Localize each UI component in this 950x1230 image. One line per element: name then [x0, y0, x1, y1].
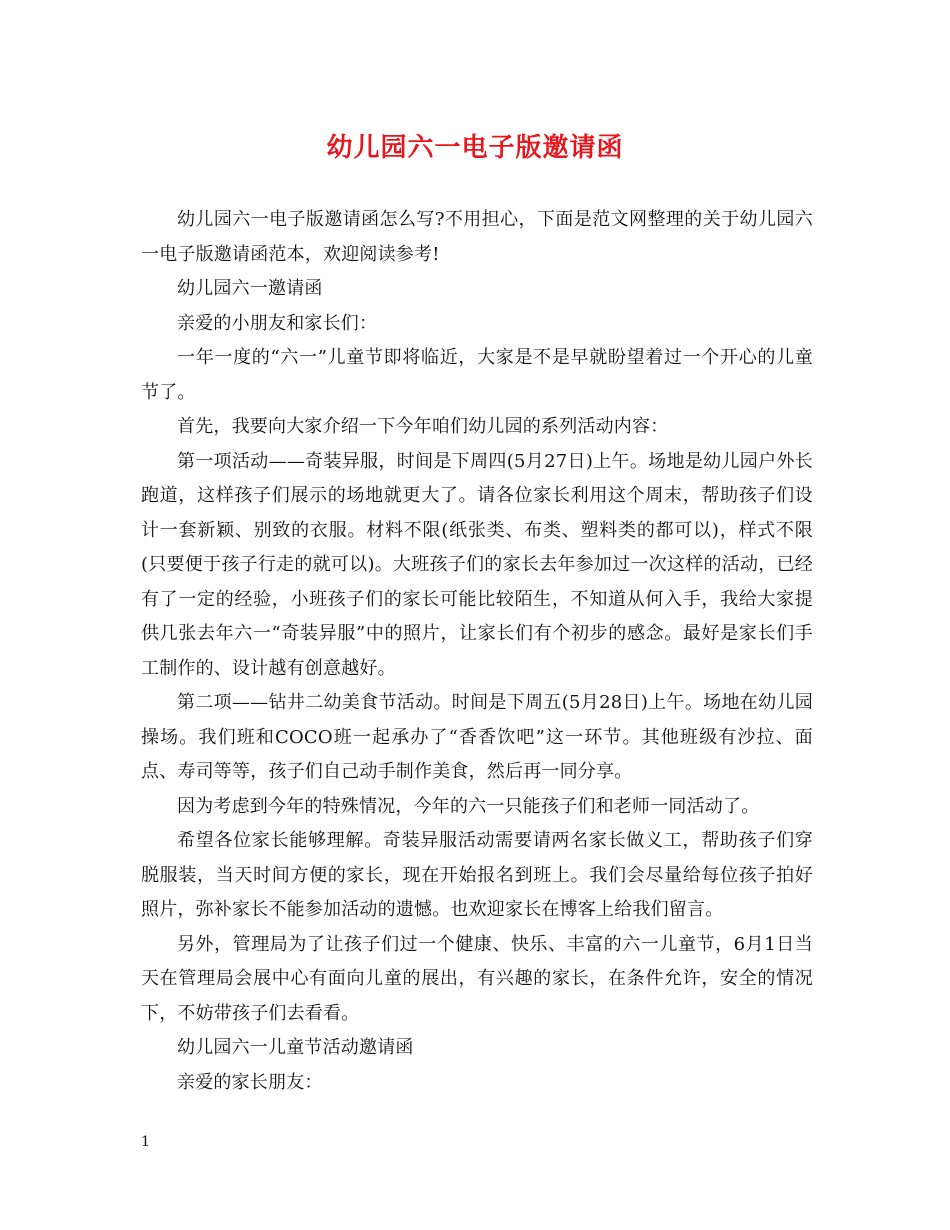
paragraph-heading-second-invitation: 幼儿园六一儿童节活动邀请函 [177, 1037, 414, 1058]
paragraph-activities-intro: 首先，我要向大家介绍一下今年咱们幼儿园的系列活动内容： [177, 416, 669, 437]
paragraph-activity-two: 第二项——钻井二幼美食节活动。时间是下周五(5月28日)上午。场地在幼儿园操场。我们班和COCO班一起承办了“香香饮吧”这一环节。其他班级有沙拉、面点、寿司等等，孩子们自己动手制作美食，然后再一同分享。 [141, 692, 813, 782]
paragraph-exhibition: 另外，管理局为了让孩子们过一个健康、快乐、丰富的六一儿童节，6月1日当天在管理局会展中心有面向儿童的展出，有兴趣的家长，在条件允许，安全的情况下，不妨带孩子们去看看。 [141, 933, 813, 1024]
paragraph-second-salutation: 亲爱的家长朋友： [177, 1071, 323, 1093]
page-number: 1 [141, 1134, 150, 1150]
paragraph-intro: 幼儿园六一电子版邀请函怎么写?不用担心，下面是范文网整理的关于幼儿园六一电子版邀请函范本，欢迎阅读参考! [141, 209, 813, 265]
document-body [141, 203, 813, 1100]
paragraph-opening: 一年一度的“六一”儿童节即将临近，大家是不是早就盼望着过一个开心的儿童节了。 [141, 347, 813, 403]
paragraph-special-situation: 因为考虑到今年的特殊情况，今年的六一只能孩子们和老师一同活动了。 [177, 795, 760, 817]
document-title: 幼儿园六一电子版邀请函 [326, 133, 624, 163]
paragraph-salutation: 亲爱的小朋友和家长们： [177, 312, 378, 334]
paragraph-volunteers: 希望各位家长能够理解。奇装异服活动需要请两名家长做义工，帮助孩子们穿脱服装，当天时间方便的家长，现在开始报名到班上。我们会尽量给每位孩子拍好照片，弥补家长不能参加活动的遗憾。也欢迎家长在博客上给我们留言。 [141, 830, 813, 920]
paragraph-heading-invitation: 幼儿园六一邀请函 [177, 278, 323, 299]
paragraph-activity-one: 第一项活动——奇装异服，时间是下周四(5月27日)上午。场地是幼儿园户外长跑道，这样孩子们展示的场地就更大了。请各位家长利用这个周末，帮助孩子们设计一套新颖、别致的衣服。材料不限(纸张类、布类、塑料类的都可以)，样式不限(只要便于孩子行走的就可以)。大班孩子们的家长去年参加过一次这样的活动，已经有了一定的经验，小班孩子们的家长可能比较陌生，不知道从何入手，我给大家提供几张去年六一“奇装异服”中的照片，让家长们有个初步的感念。最好是家长们手工制作的、设计越有创意越好。 [141, 450, 813, 679]
